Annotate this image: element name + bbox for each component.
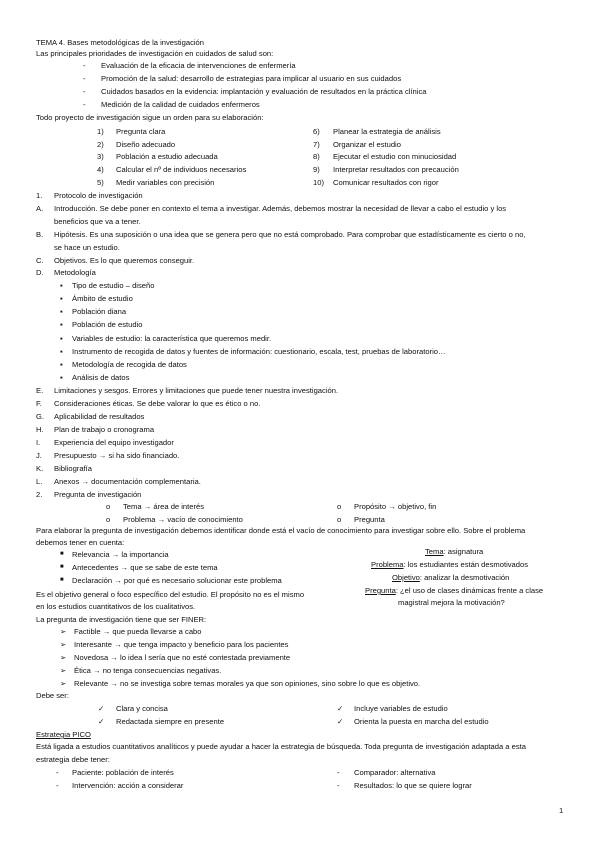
bullet-marker: ▪ xyxy=(60,320,63,329)
bullet-marker: ▪ xyxy=(60,347,63,356)
methodology-item: Análisis de datos xyxy=(72,373,130,382)
pico-text: estrategia debe tener: xyxy=(36,755,110,764)
check-icon: ✓ xyxy=(337,717,344,726)
example-objetivo: Objetivo: analizar la desmotivación xyxy=(392,573,510,582)
arrow-bullet-marker: ➢ xyxy=(60,640,67,649)
document-title: TEMA 4. Bases metodológicas de la investigación xyxy=(36,38,204,47)
circle-marker: o xyxy=(337,515,342,524)
methodology-item: Variables de estudio: la característica que queremos medir. xyxy=(72,334,272,343)
methodology-item: Población diana xyxy=(72,307,127,316)
must-intro: Debe ser: xyxy=(36,691,69,700)
protocol-item: Anexos → documentación complementaria. xyxy=(54,477,201,486)
order-step: Calcular el nº de individuos necesarios xyxy=(116,165,247,174)
letter-marker: D. xyxy=(36,268,44,277)
bullet-marker: ▪ xyxy=(60,281,63,290)
example-tema: Tema: asignatura xyxy=(425,547,484,556)
example-problema: Problema: los estudiantes están desmotivados xyxy=(371,560,529,569)
bullet-marker: ▪ xyxy=(60,360,63,369)
circle-marker: o xyxy=(106,502,111,511)
order-number: 7) xyxy=(313,140,320,149)
arrow-bullet-marker: ➢ xyxy=(60,627,67,636)
methodology-item: Instrumento de recogida de datos y fuentes de información: cuestionario, escala, test, pruebas de laboratorio… xyxy=(72,347,446,356)
finer-item: Ética → no tenga consecuencias negativas. xyxy=(74,666,222,675)
letter-marker: F. xyxy=(36,399,42,408)
arrow-bullet-marker: ➢ xyxy=(60,666,67,675)
finer-item: Interesante → que tenga impacto y beneficio para los pacientes xyxy=(74,640,289,649)
objective-text: en los estudios cuantitativos de los cualitativos. xyxy=(36,602,196,611)
objective-text: Es el objetivo general o foco específico del estudio. El propósito no es el mismo xyxy=(36,590,305,599)
question-component: Propósito → objetivo, fin xyxy=(354,502,437,511)
circle-marker: o xyxy=(337,502,342,511)
letter-marker: I. xyxy=(36,438,41,447)
introduction-text: beneficios que va a tener. xyxy=(54,217,141,226)
elaborate-text: Para elaborar la pregunta de investigación debemos identificar donde está el vacío de conocimiento para investigar sobre ello. Sobre el problema xyxy=(36,526,526,535)
protocol-item: Plan de trabajo o cronograma xyxy=(54,425,155,434)
priorities-intro: Las principales prioridades de investigación en cuidados de salud son: xyxy=(36,49,274,58)
dash-marker: - xyxy=(56,768,59,777)
dash-marker: - xyxy=(337,768,340,777)
finer-item: Novedosa → lo idea l sería que no esté contestada previamente xyxy=(74,653,291,662)
question-component: Pregunta xyxy=(354,515,385,524)
priority-item: Promoción de la salud: desarrollo de estrategias para implicar al usuario en sus cuidados xyxy=(101,74,402,83)
square-bullet-marker: ■ xyxy=(60,577,64,583)
letter-marker: C. xyxy=(36,256,44,265)
order-step: Ejecutar el estudio con minuciosidad xyxy=(333,152,457,161)
example-pregunta-cont: magistral mejora la motivación? xyxy=(398,598,505,607)
bullet-marker: ▪ xyxy=(60,307,63,316)
order-step: Población a estudio adecuada xyxy=(116,152,218,161)
order-step: Interpretar resultados con precaución xyxy=(333,165,459,174)
problem-item: Antecedentes → que se sabe de este tema xyxy=(72,563,218,572)
order-number: 5) xyxy=(97,178,104,187)
methodology-item: Ámbito de estudio xyxy=(72,294,133,303)
square-bullet-marker: ■ xyxy=(60,551,64,557)
must-item: Clara y concisa xyxy=(116,704,168,713)
letter-marker: J. xyxy=(36,451,42,460)
priority-item: Medición de la calidad de cuidados enfermeros xyxy=(101,100,260,109)
dash-marker: - xyxy=(83,100,86,109)
finer-item: Relevante → no se investiga sobre temas morales ya que son opiniones, sino sobre lo que es objetivo. xyxy=(74,679,421,688)
bullet-marker: ▪ xyxy=(60,334,63,343)
must-item: Orienta la puesta en marcha del estudio xyxy=(354,717,489,726)
order-number: 1) xyxy=(97,127,104,136)
order-step: Organizar el estudio xyxy=(333,140,401,149)
dash-marker: - xyxy=(83,61,86,70)
order-number: 2) xyxy=(97,140,104,149)
pico-item: Resultados: lo que se quiere lograr xyxy=(354,781,472,790)
question-component: Tema → área de interés xyxy=(123,502,205,511)
order-step: Comunicar resultados con rigor xyxy=(333,178,439,187)
problem-item: Declaración → por qué es necesario solucionar este problema xyxy=(72,576,282,585)
protocol-item: Bibliografía xyxy=(54,464,92,473)
circle-marker: o xyxy=(106,515,111,524)
order-step: Pregunta clara xyxy=(116,127,166,136)
letter-marker: E. xyxy=(36,386,44,395)
question-component: Problema → vacío de conocimiento xyxy=(123,515,243,524)
protocol-item: Aplicabilidad de resultados xyxy=(54,412,145,421)
elaborate-text: debemos tener en cuenta: xyxy=(36,538,125,547)
arrow-bullet-marker: ➢ xyxy=(60,653,67,662)
order-step: Diseño adecuado xyxy=(116,140,176,149)
letter-marker: H. xyxy=(36,425,44,434)
objectives-text: Objetivos. Es lo que queremos conseguir. xyxy=(54,256,195,265)
protocol-item: Limitaciones y sesgos. Errores y limitaciones que puede tener nuestra investigación. xyxy=(54,386,339,395)
letter-marker: A. xyxy=(36,204,44,213)
methodology-item: Metodología de recogida de datos xyxy=(72,360,187,369)
methodology-item: Población de estudio xyxy=(72,320,143,329)
letter-marker: B. xyxy=(36,230,44,239)
check-icon: ✓ xyxy=(337,704,344,713)
dash-marker: - xyxy=(337,781,340,790)
hypothesis-text: se hace un estudio. xyxy=(54,243,120,252)
square-bullet-marker: ■ xyxy=(60,564,64,570)
must-item: Incluye variables de estudio xyxy=(354,704,448,713)
protocol-heading: Protocolo de investigación xyxy=(54,191,143,200)
protocol-item: Presupuesto → si ha sido financiado. xyxy=(54,451,180,460)
priority-item: Evaluación de la eficacia de intervenciones de enfermería xyxy=(101,61,296,70)
finer-intro: La pregunta de investigación tiene que ser FINER: xyxy=(36,615,207,624)
question-heading: Pregunta de investigación xyxy=(54,490,142,499)
order-number: 3) xyxy=(97,152,104,161)
pico-text: Está ligada a estudios cuantitativos analíticos y puede ayudar a hacer la estrategia de búsqueda. Toda pregunta de investigación adaptada a esta xyxy=(36,742,526,751)
page-number: 1 xyxy=(559,806,564,815)
check-icon: ✓ xyxy=(98,704,105,713)
protocol-item: Experiencia del equipo investigador xyxy=(54,438,174,447)
must-item: Redactada siempre en presente xyxy=(116,717,225,726)
letter-marker: L. xyxy=(36,477,43,486)
dash-marker: - xyxy=(83,74,86,83)
bullet-marker: ▪ xyxy=(60,294,63,303)
pico-item: Intervención: acción a considerar xyxy=(72,781,184,790)
arrow-bullet-marker: ➢ xyxy=(60,679,67,688)
methodology-heading: Metodología xyxy=(54,268,96,277)
letter-marker: G. xyxy=(36,412,45,421)
pico-heading: Estrategia PICO xyxy=(36,730,91,739)
order-number: 6) xyxy=(313,127,320,136)
pico-item: Paciente: población de interés xyxy=(72,768,174,777)
order-step: Planear la estrategia de análisis xyxy=(333,127,441,136)
dash-marker: - xyxy=(56,781,59,790)
order-number: 10) xyxy=(313,178,324,187)
order-number: 8) xyxy=(313,152,320,161)
priority-item: Cuidados basados en la evidencia: implantación y evaluación de resultados en la práctica clínica xyxy=(101,87,427,96)
pico-item: Comparador: alternativa xyxy=(354,768,436,777)
example-pregunta: Pregunta: ¿el uso de clases dinámicas frente a clase xyxy=(365,586,544,595)
order-step: Medir variables con precisión xyxy=(116,178,215,187)
finer-item: Factible → que pueda llevarse a cabo xyxy=(74,627,202,636)
order-intro: Todo proyecto de investigación sigue un orden para su elaboración: xyxy=(36,113,264,122)
problem-item: Relevancia → la importancia xyxy=(72,550,169,559)
section-number: 1. xyxy=(36,191,43,200)
introduction-text: Introducción. Se debe poner en contexto el tema a investigar. Además, debemos mostrar la necesidad de llevar a cabo el estudio y los xyxy=(54,204,507,213)
order-number: 4) xyxy=(97,165,104,174)
check-icon: ✓ xyxy=(98,717,105,726)
protocol-item: Consideraciones éticas. Se debe valorar lo que es ético o no. xyxy=(54,399,261,408)
letter-marker: K. xyxy=(36,464,44,473)
bullet-marker: ▪ xyxy=(60,373,63,382)
methodology-item: Tipo de estudio – diseño xyxy=(72,281,155,290)
section-number: 2. xyxy=(36,490,43,499)
dash-marker: - xyxy=(83,87,86,96)
hypothesis-text: Hipótesis. Es una suposición o una idea que se genera pero que no está comprobado. Para comprobar que estadísticamente es cierto o no, xyxy=(54,230,526,239)
order-number: 9) xyxy=(313,165,320,174)
